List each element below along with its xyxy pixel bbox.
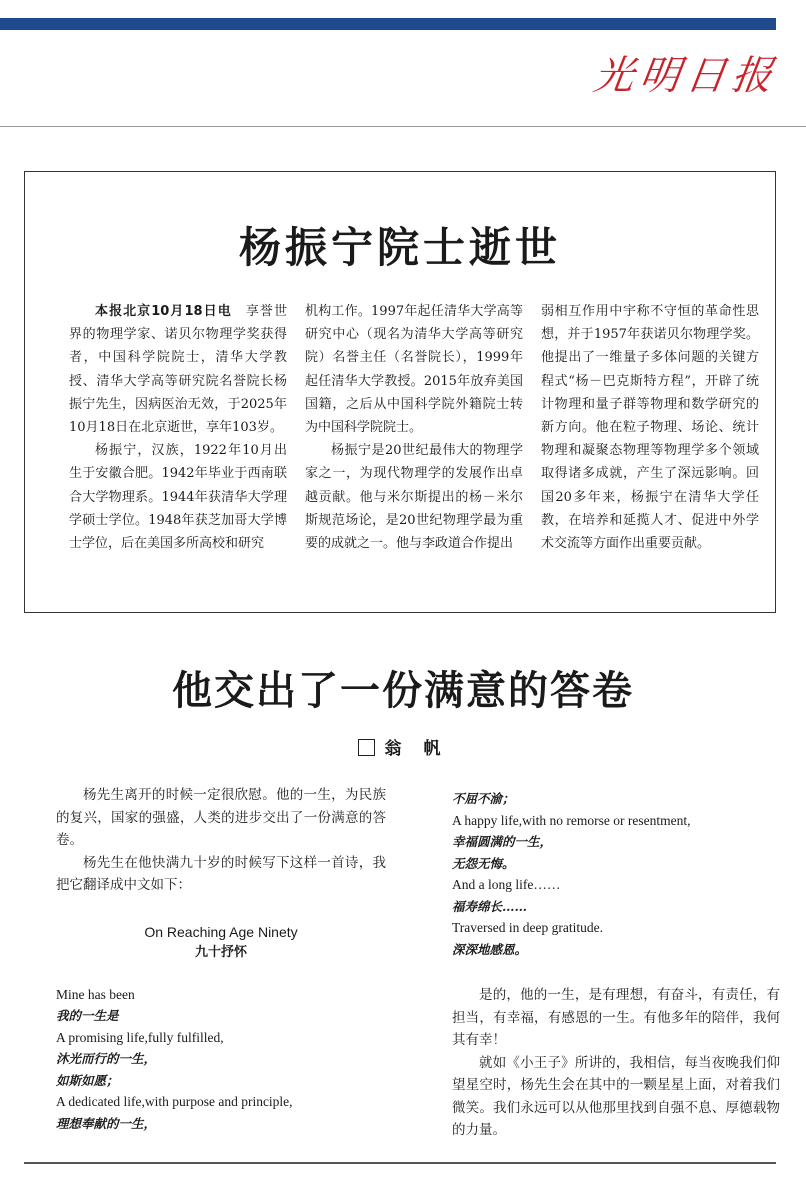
author-name: 翁 帆 [384,739,449,759]
poem-line: 如斯如愿； [56,1072,119,1088]
dateline: 本报北京10月18日电 [95,304,232,319]
article-paragraph: 杨先生在他快满九十岁的时候写下这样一首诗，我把它翻译成中文如下： [56,854,386,893]
notice-paragraph: 杨振宁，汉族，1922年10月出生于安徽合肥。1942年毕业于西南联合大学物理系。1944年获清华大学理学硕士学位。1948年获芝加哥大学博士学位，后在美国多所高校和研究 [69,443,287,552]
poem-line: A dedicated life,with purpose and principle, [56,1094,293,1109]
poem-line: 理想奉献的一生， [56,1115,157,1131]
poem-line: And a long life…… [452,877,561,892]
dateline-tail: 享 [245,304,260,319]
notice-paragraph: 机构工作。1997年起任清华大学高等研究中心（现名为清华大学高等研究院）名誉主任（名誉院长），1999年起任清华大学教授。2015年放弃美国国籍，之后从中国科学院外籍院士转为中国科学院院士。 [305,304,523,436]
poem-line: 我的一生是 [56,1008,119,1023]
notice-column-2 [305,300,523,555]
poem-line: A happy life,with no remorse or resentment, [452,812,691,828]
poem-line: 深深地感恩。 [452,941,528,957]
notice-columns [69,300,769,555]
closing-text [452,984,780,1142]
notice-column-1 [69,300,287,555]
poem-line: Traversed in deep gratitude. [452,920,603,935]
poem-title-english: On Reaching Age Ninety [144,923,298,940]
poem-line: 无怨无悔。 [452,855,515,871]
notice-headline: 杨振宁院士逝世 [238,223,561,272]
byline [0,734,806,759]
article-column-right [452,788,780,1142]
notice-text: 誉世界的物理学家、诺贝尔物理学奖获得者，中国科学院院士，清华大学教授、清华大学高等研究院名誉院长杨振宁先生，因病医治无效，于2025年10月18日在北京逝世，享年103岁。 [69,304,287,436]
article-headline: 他交出了一份满意的答卷 [172,668,634,714]
notice-paragraph: 杨振宁是20世纪最伟大的物理学家之一，为现代物理学的发展作出卓越贡献。他与米尔斯提出的杨－米尔斯规范场论，是20世纪物理学最为重要的成就之一。他与李政道合作提出 [305,443,523,552]
notice-paragraph: 弱相互作用中宇称不守恒的革命性思想，并于1957年获诺贝尔物理学奖。他提出了一维量子多体问题的关键方程式“杨－巴克斯特方程”，开辟了统计物理和量子群等物理和数学研究的新方向。他在粒子物理、场论、统计物理和凝聚态物理等物理学多个领域取得诸多成就，产生了深远影响。回国20多年来，杨振宁在清华大学任教，在培养和延揽人才、促进中外学术交流等方面作出重要贡献。 [541,304,759,552]
newspaper-masthead: 光明日报 [590,53,782,99]
notice-paragraph [69,300,287,439]
masthead-divider [0,126,806,127]
article-paragraph: 杨先生离开的时候一定很欣慰。他的一生，为民族的复兴，国家的强盛，人类的进步交出了一份满意的答卷。 [56,787,386,848]
poem-line: Mine has been [56,986,135,1002]
article-paragraph: 就如《小王子》所讲的，我相信，每当夜晚我们仰望星空时，杨先生会在其中的一颗星星上面，对着我们微笑。我们永远可以从他那里找到自强不息、厚德载物的力量。 [452,1054,780,1138]
top-color-bar [0,18,776,30]
article-column-left [56,784,386,1134]
poem-line: A promising life,fully fulfilled, [56,1029,224,1045]
article-paragraph: 是的，他的一生，是有理想，有奋斗，有责任，有担当，有幸福，有感恩的一生。有他多年的陪伴，我何其有幸！ [452,987,780,1048]
bottom-divider [24,1162,776,1164]
poem-line: 幸福圆满的一生， [452,834,553,849]
poem-line: 不屈不渝； [452,791,515,806]
obituary-notice-box [24,171,776,613]
poem-lines-left [56,984,386,1135]
poem-lines-right [452,788,780,960]
poem-title-chinese: 九十抒怀 [194,944,247,960]
byline-box-icon [358,739,375,756]
poem-line: 福寿绵长…… [452,898,528,914]
poem-line: 沐光而行的一生， [56,1051,157,1066]
notice-column-3 [541,300,759,555]
